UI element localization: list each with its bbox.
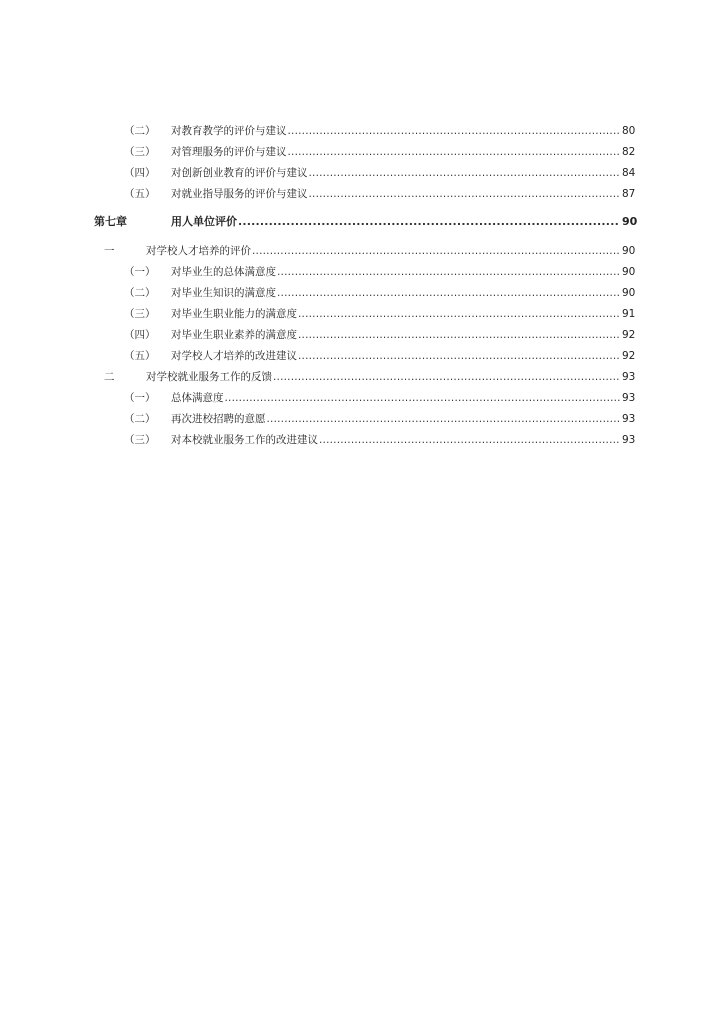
- toc-entry-title: 对毕业生的总体满意度: [171, 266, 276, 278]
- toc-section-page: 90: [622, 245, 636, 257]
- toc-entry-page: 90: [622, 266, 636, 278]
- toc-entry[interactable]: [0, 431, 724, 449]
- toc-section-page: 93: [622, 371, 636, 383]
- toc-entry[interactable]: [0, 389, 724, 407]
- toc-entry[interactable]: [0, 185, 724, 203]
- toc-entry-number: （三）: [124, 308, 156, 320]
- toc-entry-title: 对毕业生职业能力的满意度: [171, 308, 297, 320]
- leader-dots: [225, 389, 621, 407]
- toc-entry-page: 90: [622, 287, 636, 299]
- leader-dots: [273, 368, 620, 386]
- toc-chapter-entry[interactable]: [0, 213, 724, 231]
- toc-entry[interactable]: [0, 263, 724, 281]
- toc-entry-page: 92: [622, 350, 636, 362]
- toc-entry-page: 84: [622, 167, 636, 179]
- toc-entry-title: 对本校就业服务工作的改进建议: [171, 434, 318, 446]
- leader-dots: [309, 164, 621, 182]
- leader-dots: [277, 263, 620, 281]
- toc-chapter-page: 90: [622, 215, 638, 228]
- toc-entry-title: 对毕业生知识的满意度: [171, 287, 276, 299]
- toc-entry-page: 87: [622, 188, 636, 200]
- leader-dots: [267, 410, 621, 428]
- toc-entry-page: 92: [622, 329, 636, 341]
- toc-entry-number: （一）: [124, 392, 156, 404]
- toc-entry-number: （五）: [124, 188, 156, 200]
- toc-section-entry[interactable]: [0, 368, 724, 386]
- toc-entry-number: （四）: [124, 167, 156, 179]
- toc-entry-page: 91: [622, 308, 636, 320]
- leader-dots: [288, 143, 621, 161]
- toc-entry-title: 对教育教学的评价与建议: [171, 125, 287, 137]
- toc-entry-number: （四）: [124, 329, 156, 341]
- leader-dots: [298, 305, 620, 323]
- toc-entry[interactable]: [0, 347, 724, 365]
- leader-dots: [298, 347, 620, 365]
- leader-dots: [252, 242, 620, 260]
- toc-chapter-title: 用人单位评价: [171, 215, 237, 228]
- toc-entry[interactable]: [0, 410, 724, 428]
- toc-entry-title: 对毕业生职业素养的满意度: [171, 329, 297, 341]
- toc-entry-page: 80: [622, 125, 636, 137]
- leader-dots: [309, 185, 621, 203]
- leader-dots: [288, 122, 621, 140]
- toc-entry-page: 93: [622, 392, 636, 404]
- leader-dots: [298, 326, 620, 344]
- toc-entry-title: 总体满意度: [171, 392, 224, 404]
- toc-entry-number: （二）: [124, 125, 156, 137]
- toc-section-title: 对学校人才培养的评价: [146, 245, 251, 257]
- toc-entry-number: （三）: [124, 146, 156, 158]
- toc-section-title: 对学校就业服务工作的反馈: [146, 371, 272, 383]
- toc-entry[interactable]: [0, 122, 724, 140]
- toc-entry[interactable]: [0, 284, 724, 302]
- toc-entry[interactable]: [0, 143, 724, 161]
- leader-dots: [319, 431, 620, 449]
- toc-entry[interactable]: [0, 164, 724, 182]
- toc-entry-title: 对管理服务的评价与建议: [171, 146, 287, 158]
- toc-section-number: 二: [104, 371, 115, 383]
- toc-entry-number: （五）: [124, 350, 156, 362]
- toc-section-entry[interactable]: [0, 242, 724, 260]
- toc-entry-number: （一）: [124, 266, 156, 278]
- toc-chapter-number: 第七章: [94, 215, 127, 228]
- leader-dots: [238, 213, 620, 231]
- toc-entry-title: 对学校人才培养的改进建议: [171, 350, 297, 362]
- toc-entry-number: （二）: [124, 413, 156, 425]
- toc-entry-number: （二）: [124, 287, 156, 299]
- toc-entry[interactable]: [0, 305, 724, 323]
- toc-entry-page: 93: [622, 434, 636, 446]
- toc-entry-title: 对创新创业教育的评价与建议: [171, 167, 308, 179]
- toc-entry-number: （三）: [124, 434, 156, 446]
- toc-entry-page: 93: [622, 413, 636, 425]
- toc-entry-title: 对就业指导服务的评价与建议: [171, 188, 308, 200]
- toc-entry-title: 再次进校招聘的意愿: [171, 413, 266, 425]
- toc-section-number: 一: [104, 245, 115, 257]
- toc-entry-page: 82: [622, 146, 636, 158]
- toc-entry[interactable]: [0, 326, 724, 344]
- leader-dots: [277, 284, 620, 302]
